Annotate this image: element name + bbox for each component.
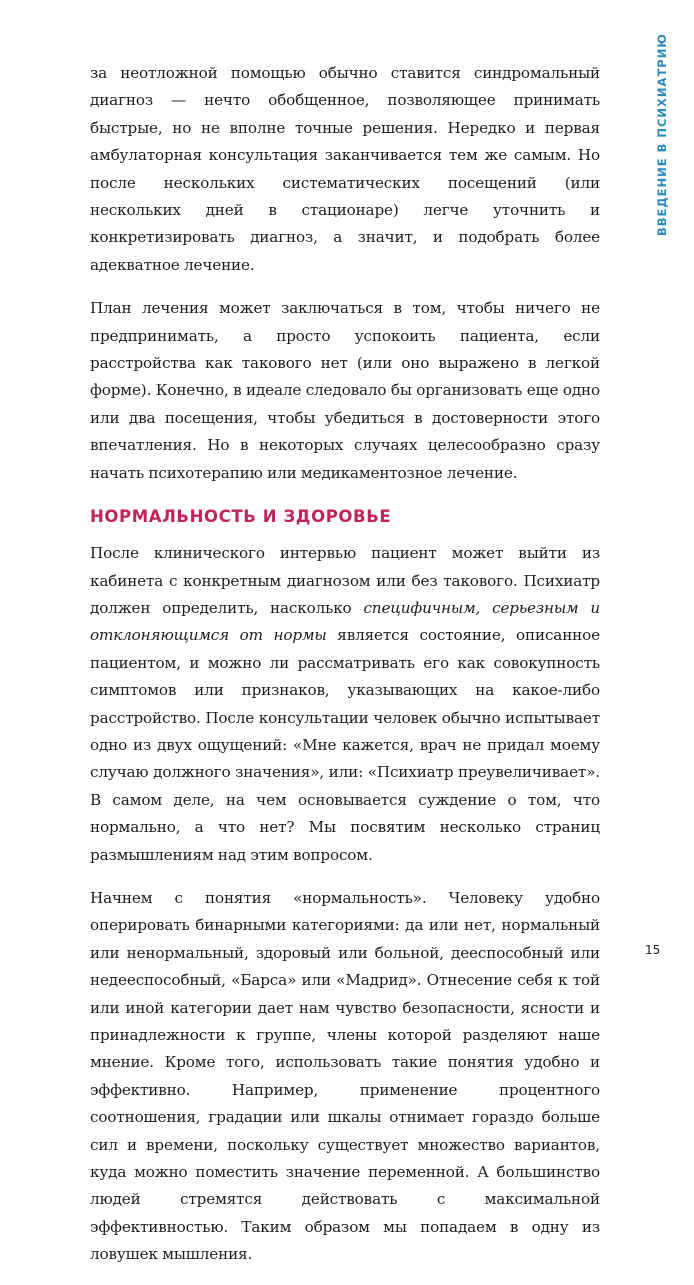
page-number: 15 <box>645 943 661 957</box>
italic-emphasis: специфичным, серьезным и отклоняющимся от нормы <box>90 598 600 645</box>
paragraph-treatment-plan: План лечения может заключаться в том, чтобы ничего не предпринимать, а просто успокоить пациента, если расстройства как такового нет (или оно выражено в легкой форме). Конечно, в идеале следовало бы организовать еще одно или два посещения, чтобы убедиться в достоверности этого впечатления. Но в некоторых случаях целесообразно сразу начать психотерапию или медикаментозное лечение. <box>90 299 600 482</box>
paragraph-text-after: является состояние, описанное пациентом, и можно ли рассматривать его как совокупность симптомов или признаков, указывающих на какое-либо расстройство. После консультации человек обычно испытывает одно из двух ощущений: «Мне кажется, врач не придал моему случаю должного значения», или: «Психиатр преувеличивает». В самом деле, на чем основывается суждение о том, что нормально, а что нет? Мы посвятим несколько страниц размышлениям над этим вопросом. <box>90 626 600 864</box>
paragraph-normality: Начнем с понятия «нормальность». Человеку удобно оперировать бинарными категориями: да или нет, нормальный или ненормальный, здоровый или больной, дееспособный или недееспособный, «Барса» или «Мадрид». Отнесение себя к той или иной категории дает нам чувство безопасности, ясности и принадлежности к группе, члены которой разделяют наше мнение. Кроме того, использовать такие понятия удобно и эффективно. Например, применение процентного соотношения, градации или шкалы отнимает гораздо больше сил и времени, поскольку существует множество вариантов, куда можно поместить значение переменной. А большинство людей стремятся действовать с максимальной эффективностью. Таким образом мы попадаем в одну из ловушек мышления. <box>90 888 600 1264</box>
paragraph-text-before: После клинического интервью пациент может выйти из кабинета с конкретным диагнозом или без такового. Психиатр должен определить, насколько <box>90 544 600 617</box>
text-column <box>90 60 600 1285</box>
paragraph-continuation: за неотложной помощью обычно ставится синдромальный диагноз — нечто обобщенное, позволяющее принимать быстрые, но не вполне точные решения. Нередко и первая амбулаторная консультация заканчивается тем же самым. Но после нескольких систематических посещений (или нескольких дней в стационаре) легче уточнить и конкретизировать диагноз, а значит, и подобрать более адекватное лечение. <box>90 64 600 274</box>
paragraph-clinical-interview <box>90 540 600 869</box>
chapter-side-tab <box>653 33 673 242</box>
chapter-side-tab-label: ВВЕДЕНИЕ В ПСИХИАТРИЮ <box>655 33 669 236</box>
section-heading: НОРМАЛЬНОСТЬ И ЗДОРОВЬЕ <box>90 507 392 527</box>
